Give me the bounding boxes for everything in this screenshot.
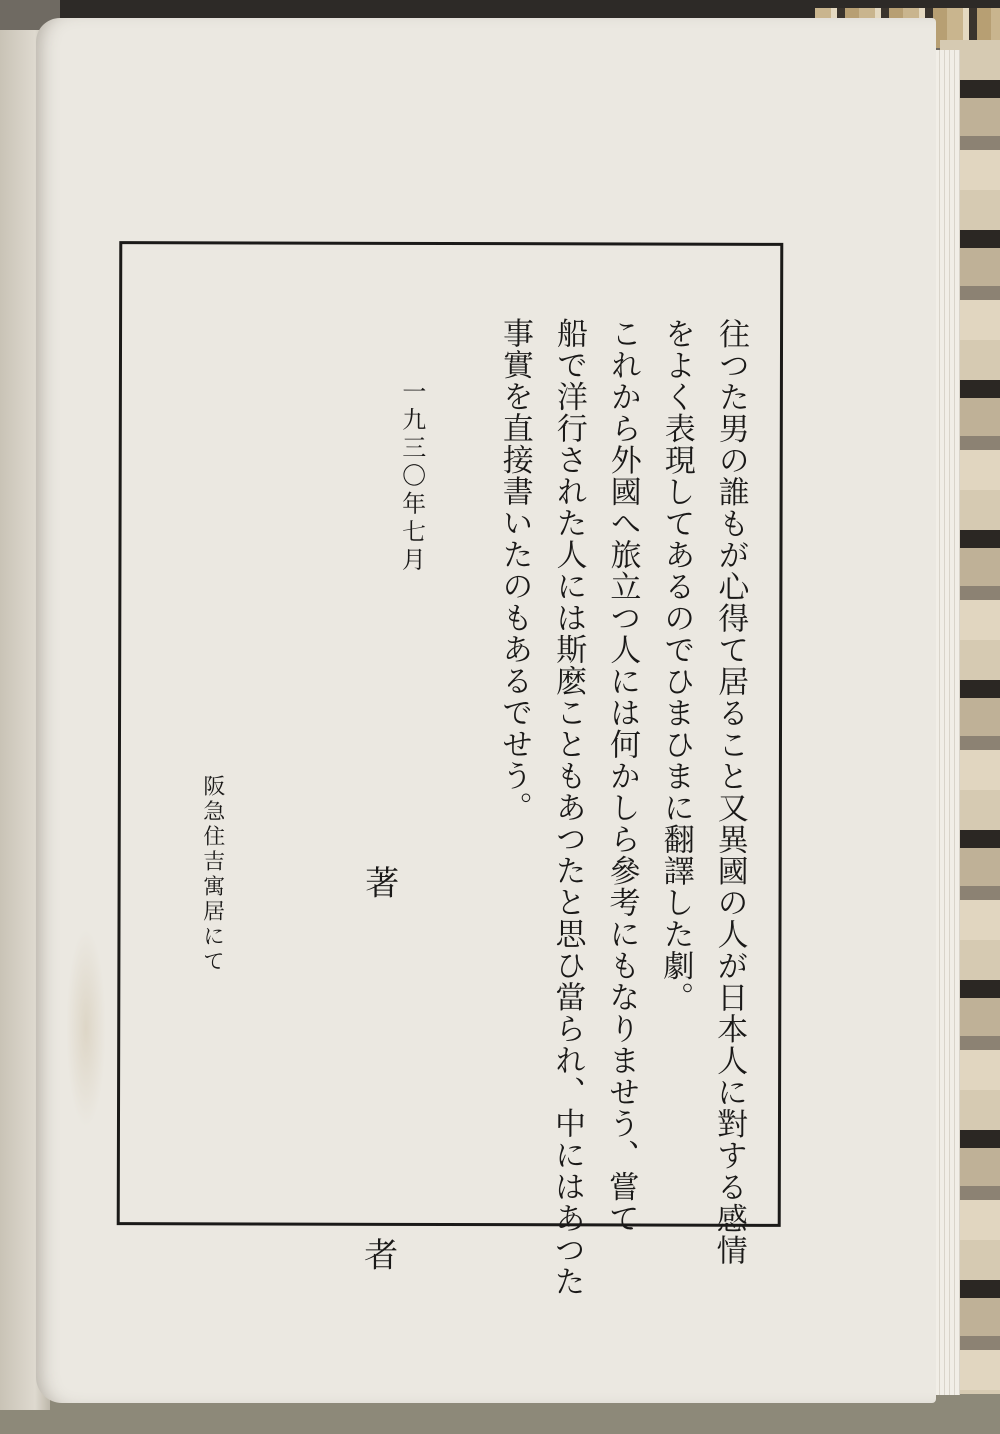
preface-line: をよく表現してあるのでひまひまに翻譯した劇。 [657,317,696,1013]
page-stain [66,928,106,1128]
preface-date: 一九三〇年七月 [397,378,426,575]
book-page [36,18,936,1403]
preface-line: 往つた男の誰もが心得て居ること又異國の人が日本人に對する感情 [710,317,750,1266]
preface-author: 著 者 [357,864,399,1361]
preface-place: 阪急住吉寓居にて [199,774,225,975]
text-frame [117,241,784,1361]
preface-line: 船で洋行された人には斯麽こともあつたと思ひ當られ、中にはあつた [548,317,588,1297]
preface-line: これから外國へ旅立つ人には何かしら參考にもなりませう、嘗て [602,317,642,1234]
preface-body [486,317,758,1297]
preface-line: 事實を直接書いたのもあるでせう。 [495,317,534,823]
